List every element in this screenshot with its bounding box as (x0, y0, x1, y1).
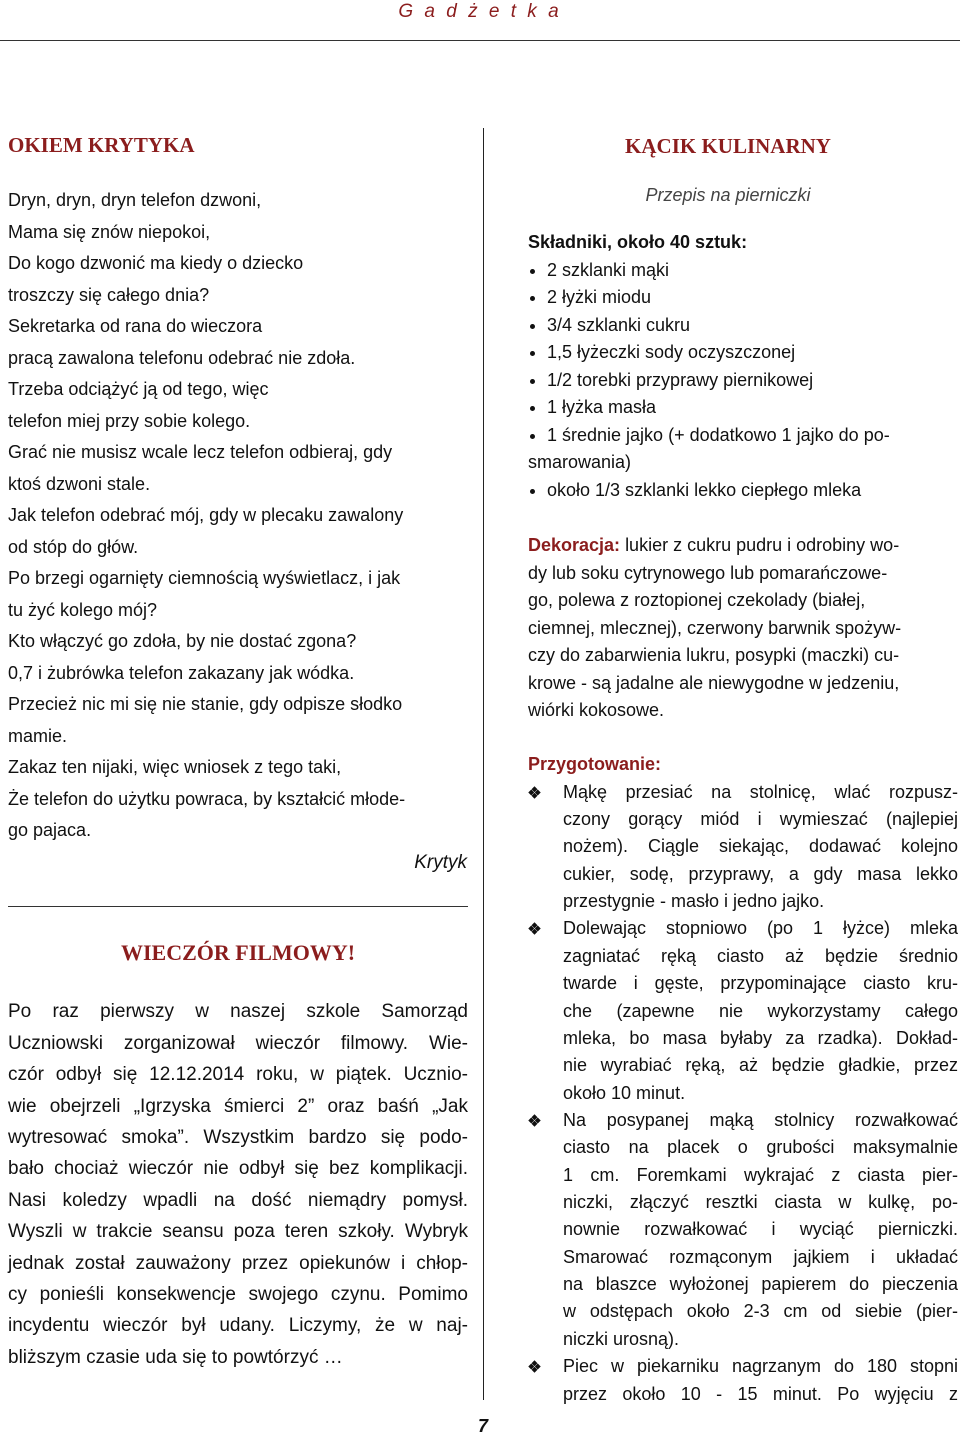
article-line: Po raz pierwszy w naszej szkole Samorząd (8, 1001, 468, 1023)
article-line: wytresować smoka”. Wszystkim bardzo się podo- (8, 1126, 468, 1148)
poem-line: od stóp do głów. (8, 536, 139, 557)
section-divider (8, 906, 468, 907)
ingredients-label: Składniki, około 40 sztuk: (528, 232, 748, 253)
step-line: około 10 minut. (563, 1082, 686, 1103)
ingredient-text: smarowania) (528, 452, 632, 473)
decoration-line (528, 532, 958, 560)
poem-signature: Krytyk (414, 852, 467, 873)
article-line: Uczniowski zorganizował wieczór filmowy. Wie- (8, 1032, 468, 1054)
article-line: cy ponieśli konsekwencje swojego czynu. Pomimo (8, 1283, 468, 1305)
step-text (563, 779, 958, 916)
step-line: che (zapewne nie wykorzystamy całego (563, 1000, 958, 1021)
bullet-icon (530, 269, 535, 274)
diamond-bullet-icon (528, 1360, 541, 1373)
article-line: wie obejrzeli „Igrzyska śmierci 2” oraz baśń „Jak (8, 1095, 468, 1117)
ingredient-text: 1 łyżka masła (547, 397, 657, 418)
critic-section-heading: OKIEM KRYTYKA (8, 133, 195, 157)
ingredient-text: 1 średnie jajko (+ dodatkowo 1 jajko do po- (547, 424, 890, 445)
article-line: jednak został zauważony przez opiekunów i chłop- (8, 1252, 468, 1274)
step-line: na blaszce wyłożonej papierem do pieczenia (563, 1274, 958, 1295)
diamond-bullet-icon (528, 1114, 541, 1127)
decoration-text: ciemnej, mlecznej), czerwony barwnik spożyw- (528, 617, 902, 638)
poem-line: Mama się znów niepokoi, (8, 221, 211, 242)
decoration-text: dy lub soku cytrynowego lub pomarańczowe- (528, 562, 888, 583)
preparation-steps (528, 779, 958, 1408)
decoration-section (528, 532, 958, 725)
preparation-step (528, 915, 958, 1107)
step-line: Piec w piekarniku nagrzanym do 180 stopni (563, 1356, 958, 1377)
poem-line: Grać nie musisz wcale lecz telefon odbieraj, gdy (8, 442, 393, 463)
bullet-icon (530, 379, 535, 384)
preparation-step (528, 1353, 958, 1408)
poem-line: mamie. (8, 725, 68, 746)
step-line: ciasto na placek o grubości maksymalnie (563, 1137, 958, 1158)
diamond-bullet-icon (528, 786, 541, 799)
bullet-icon (530, 489, 535, 494)
decoration-line (528, 642, 958, 670)
bullet-icon (530, 406, 535, 411)
decoration-text: krowe - są jadalne ale niewygodne w jedzeniu, (528, 672, 900, 693)
bullet-icon (530, 296, 535, 301)
decoration-label: Dekoracja: (528, 535, 621, 556)
poem-line: Zakaz ten nijaki, więc wniosek z tego taki, (8, 757, 342, 778)
step-line: twarde i gęste, przypominające ciasto kru- (563, 973, 958, 994)
ingredient-text: 2 szklanki mąki (547, 259, 670, 280)
poem-line: tu żyć kolego mój? (8, 599, 158, 620)
step-line: mleka, bo masa byłaby za rzadka). Dokład- (563, 1027, 958, 1048)
decoration-text: czy do zabarwienia lukru, posypki (maczki) cu- (528, 645, 900, 666)
preparation-step (528, 1107, 958, 1353)
diamond-bullet-icon (528, 922, 541, 935)
poem-line: Dryn, dryn, dryn telefon dzwoni, (8, 190, 262, 211)
step-line: nownie rozwałkować i wyciąć pierniczki. (563, 1219, 958, 1240)
decoration-line (528, 670, 958, 698)
ingredient-text: 2 łyżki miodu (547, 287, 652, 308)
newspaper-title: G a d ż e t k a (398, 1, 562, 22)
recipe-section-heading: KĄCIK KULINARNY (625, 134, 831, 158)
decoration-line (528, 615, 958, 643)
ingredients-section (528, 229, 958, 504)
step-line: Mąkę przesiać na stolnicę, wlać rozpusz- (563, 781, 958, 802)
step-line: Na posypanej mąką stolnicy rozwałkować (563, 1109, 958, 1130)
decoration-text: lukier z cukru pudru i odrobiny wo- (625, 535, 900, 556)
poem-line: go pajaca. (8, 820, 92, 841)
poem-line: Do kogo dzwonić ma kiedy o dziecko (8, 253, 304, 274)
article-line: bało chociaż wieczór nie odbył się bez komplikacji. (8, 1158, 468, 1180)
ingredient-item (528, 422, 958, 450)
article-line: Wyszli w trakcie seansu poza teren szkoły. Wybryk (8, 1221, 468, 1243)
article-line: bliższym czasie uda się to powtórzyć … (8, 1346, 343, 1368)
step-text (563, 1107, 958, 1353)
poem-line: troszczy się całego dnia? (8, 284, 210, 305)
movie-section-heading: WIECZÓR FILMOWY! (120, 940, 356, 965)
poem-line: Trzeba odciążyć ją od tego, więc (8, 379, 269, 400)
step-line: nie wyrabiać ręką, aż będzie gładkie, przez (563, 1055, 958, 1076)
ingredient-text: 1/2 torebki przyprawy piernikowej (547, 369, 814, 390)
preparation-step (528, 779, 958, 916)
ingredient-item (528, 367, 958, 395)
step-text (563, 1353, 958, 1408)
poem-line: Po brzegi ogarnięty ciemnością wyświetlacz, i jak (8, 568, 401, 589)
step-line: przez około 10 - 15 minut. Po wyjęciu z (563, 1383, 958, 1404)
column-divider (483, 128, 484, 1400)
step-line: w odstępach około 2-3 cm od siebie (pier- (563, 1301, 958, 1322)
ingredient-item (528, 284, 958, 312)
step-line: nożem). Ciągle siekając, dodawać kolejno (563, 836, 958, 857)
recipe-subtitle: Przepis na pierniczki (645, 185, 811, 205)
step-line: przestygnie - masło i jedno jajko. (563, 891, 825, 912)
article-line: Nasi koledzy wpadli na dość niemądry pomysł. (8, 1189, 468, 1211)
ingredient-item (528, 312, 958, 340)
step-text (563, 915, 958, 1107)
poem-line: Że telefon do użytku powraca, by kształcić młode- (8, 788, 406, 809)
article-line: czór odbył się 12.12.2014 roku, w piątek. Ucznio- (8, 1064, 468, 1086)
step-line: niczki urosną). (563, 1328, 680, 1349)
poem-line: Jak telefon odebrać mój, gdy w plecaku zawalony (8, 505, 404, 526)
poem-line: pracą zawalona telefonu odebrać nie zdoła. (8, 347, 356, 368)
poem-line: ktoś dzwoni stale. (8, 473, 151, 494)
header-rule (0, 40, 960, 41)
decoration-line (528, 587, 958, 615)
page-number: 7 (477, 1416, 488, 1436)
bullet-icon (530, 324, 535, 329)
article-line: incydentu wieczór był udany. Liczymy, że w naj- (8, 1315, 468, 1337)
step-line: 1 cm. Foremkami wykrajać z ciasta pier- (563, 1164, 958, 1185)
poem-line: Sekretarka od rana do wieczora (8, 316, 263, 337)
poem (8, 185, 476, 847)
ingredient-text: 1,5 łyżeczki sody oczyszczonej (547, 342, 796, 363)
step-line: Dolewając stopniowo (po 1 łyżce) mleka (563, 918, 958, 939)
step-line: Smarować rozmąconym jajkiem i układać (563, 1246, 958, 1267)
ingredient-item (528, 339, 958, 367)
poem-line: 0,7 i żubrówka telefon zakazany jak wódka. (8, 662, 355, 683)
movie-article (8, 996, 468, 1373)
ingredient-item (528, 449, 958, 477)
preparation-label: Przygotowanie: (528, 754, 662, 775)
step-line: cukier, sodę, przyprawy, a gdy masa lekko (563, 863, 958, 884)
poem-line: Przecież nic mi się nie stanie, gdy odpisze słodko (8, 694, 403, 715)
ingredient-item (528, 477, 958, 505)
bullet-icon (530, 351, 535, 356)
bullet-icon (530, 434, 535, 439)
decoration-text: go, polewa z roztopionej czekolady (białej, (528, 590, 866, 611)
ingredients-list (528, 257, 958, 505)
decoration-line (528, 697, 958, 725)
ingredient-item (528, 394, 958, 422)
poem-line: telefon miej przy sobie kolego. (8, 410, 251, 431)
poem-line: Kto włączyć go zdoła, by nie dostać zgona? (8, 631, 357, 652)
decoration-line (528, 560, 958, 588)
step-line: zagniatać ręką ciasto aż będzie średnio (563, 945, 958, 966)
step-line: niczki, złączyć resztki ciasta w kulkę, po- (563, 1192, 958, 1213)
ingredient-text: 3/4 szklanki cukru (547, 314, 691, 335)
step-line: czony gorący miód i wymieszać (najlepiej (563, 809, 958, 830)
decoration-text: wiórki kokosowe. (528, 700, 665, 721)
preparation-section (528, 751, 958, 1408)
ingredient-item (528, 257, 958, 285)
ingredient-text: około 1/3 szklanki lekko ciepłego mleka (547, 479, 862, 500)
